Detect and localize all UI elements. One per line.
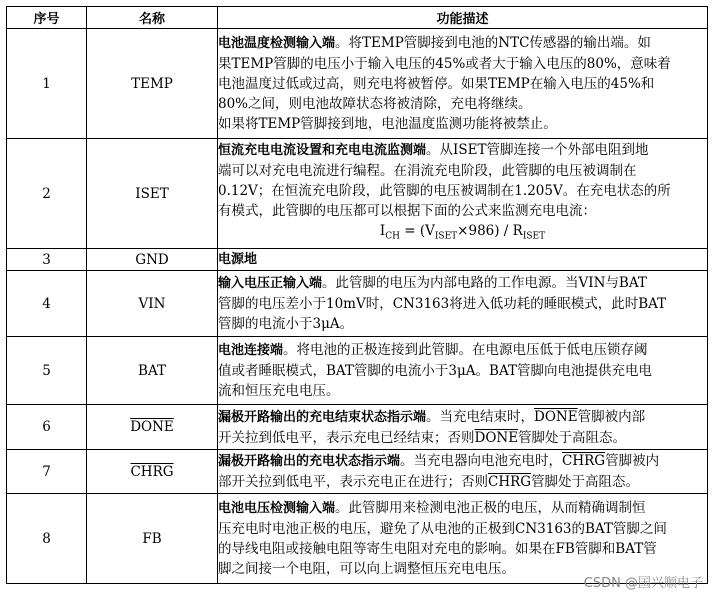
desc-line: 。此管脚的电压为内部电路的工作电源。当VIN与BAT	[322, 275, 647, 291]
pin-number: 7	[7, 450, 87, 494]
pin-function-table	[6, 6, 708, 584]
desc-line: 有模式，此管脚的电压都可以根据下面的公式来监测充电电流：	[218, 203, 596, 220]
desc-title: 漏极开路输出的充电结束状态指示端	[218, 409, 427, 425]
pin-number: 8	[7, 494, 87, 584]
pin-name: BAT	[87, 337, 218, 405]
pin-description: 漏极开路输出的充电结束状态指示端。当充电结束时，DONE管脚被内部 开关拉到低电平，表示充电已经结束；否则DONE管脚处于高阻态。	[218, 405, 708, 450]
desc-title: 输入电压正输入端	[218, 276, 323, 291]
desc-line: 值或者睡眠模式，BAT管脚的电流小于3μA。BAT管脚向电池提供充电电	[218, 363, 652, 379]
pin-name: VIN	[87, 271, 218, 337]
pin-description	[218, 337, 708, 405]
table-row	[7, 450, 708, 494]
table-row	[7, 29, 708, 139]
pin-description	[218, 249, 708, 271]
pin-number: 6	[7, 405, 87, 450]
table-row	[7, 337, 708, 405]
desc-line: 如果将TEMP管脚接到地，电池温度监测功能将被禁止。	[218, 116, 557, 132]
header-num: 序号	[7, 7, 87, 29]
charge-current-formula: $I_{CH} = (V_{ISET}\times 986) / R_{ISET}$	[379, 223, 546, 242]
desc-line: 电池温度过低或过高，则充电将被暂停。如果TEMP在输入电压的45%和	[218, 76, 655, 92]
desc-line: 的导线电阻或接触电阻等寄生电阻对充电的影响。如果在FB管脚和BAT管	[218, 541, 657, 557]
pin-description	[218, 271, 708, 337]
pin-name: DONE	[87, 405, 218, 450]
desc-line: 端可以对充电电流进行编程。在涓流充电阶段，此管脚的电压被调制在	[218, 163, 637, 180]
desc-line: 果TEMP管脚的电压小于输入电压的45%或者大于输入电压的80%，意味着	[218, 56, 671, 72]
pin-description	[218, 139, 708, 249]
desc-line: 。将TEMP管脚接到电池的NTC传感器的输出端。如	[335, 35, 651, 51]
header-name: 名称	[87, 7, 218, 29]
desc-title: 电源地	[218, 252, 258, 267]
table-row	[7, 494, 708, 584]
pin-name: ISET	[87, 139, 218, 249]
pin-number: 1	[7, 29, 87, 139]
pin-number: 4	[7, 271, 87, 337]
table-row	[7, 139, 708, 249]
desc-title: 恒流充电电流设置和充电电流监测端	[218, 143, 427, 159]
header-row	[7, 7, 708, 29]
desc-line: 脚之间接一个电阻，可以向上调整恒压充电电压。	[218, 561, 515, 577]
pin-name: CHRG	[87, 450, 218, 494]
desc-line: 。将电池的正极连接到此管脚。在电源电压低于低电压锁存阈	[283, 342, 648, 358]
pin-name: TEMP	[87, 29, 218, 139]
desc-title: 电池连接端	[218, 343, 284, 358]
table-row	[7, 249, 708, 271]
pin-name: GND	[87, 249, 218, 271]
watermark: CSDN @国兴顺电子	[583, 576, 703, 591]
pin-description	[218, 494, 708, 584]
pin-number: 2	[7, 139, 87, 249]
desc-line: 0.12V；在恒流充电阶段，此管脚的电压被调制在1.205V。在充电状态的所	[218, 183, 671, 200]
pin-number: 5	[7, 337, 87, 405]
desc-title: 电池电压检测输入端	[218, 501, 336, 516]
desc-line: 80%之间，则电池故障状态将被清除，充电将继续。	[218, 96, 532, 112]
desc-line: 管脚的电流小于3μA。	[218, 316, 354, 332]
desc-line: 压充电时电池正极的电压，避免了从电池的正极到CN3163的BAT管脚之间	[218, 521, 667, 537]
desc-line: 。此管脚用来检测电池正极的电压，从而精确调制恒	[335, 500, 646, 516]
desc-line: 流和恒压充电电压。	[218, 383, 340, 399]
pin-name: FB	[87, 494, 218, 584]
desc-line: 。从ISET管脚连接一个外部电阻到地	[426, 142, 649, 159]
desc-title: 漏极开路输出的充电状态指示端	[218, 454, 401, 469]
header-desc: 功能描述	[218, 7, 708, 29]
pin-description: 漏极开路输出的充电状态指示端。当充电器向电池充电时，CHRG管脚被内 部开关拉到低电平，表示充电正在进行；否则CHRG管脚处于高阻态。	[218, 450, 708, 494]
desc-title: 电池温度检测输入端	[218, 36, 336, 51]
pin-description	[218, 29, 708, 139]
table-row	[7, 405, 708, 450]
desc-line: 管脚的电压差小于10mV时，CN3163将进入低功耗的睡眠模式，此时BAT	[218, 296, 667, 312]
pin-number: 3	[7, 249, 87, 271]
table-row	[7, 271, 708, 337]
